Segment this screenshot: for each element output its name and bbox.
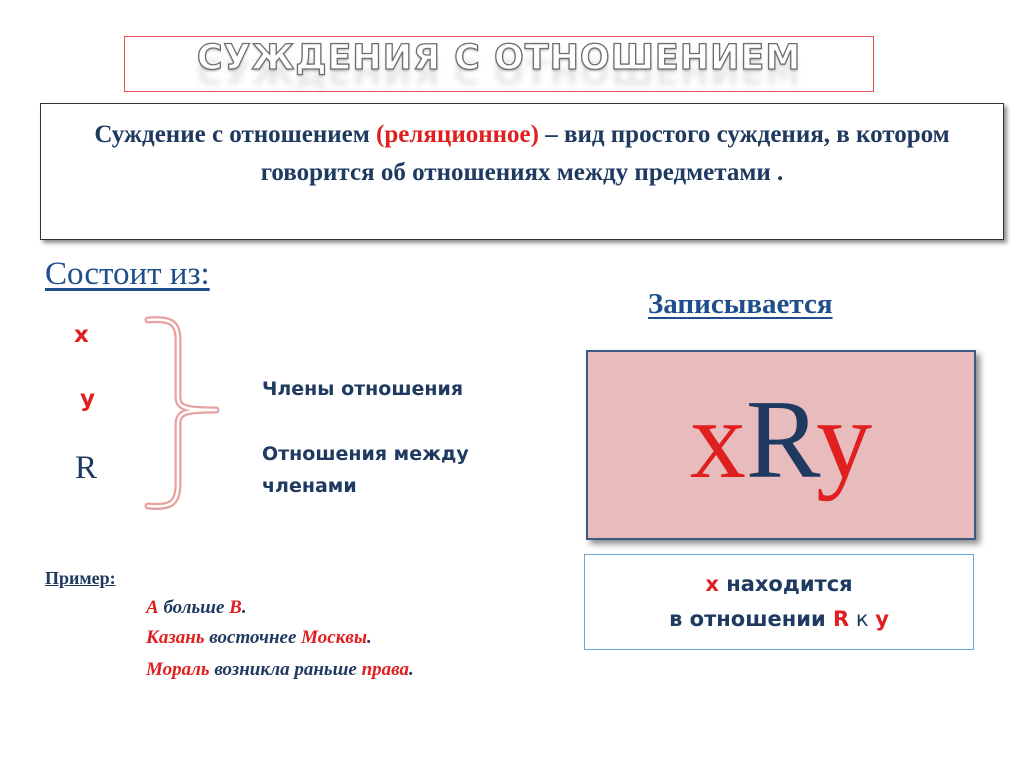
example-term-b: В (229, 597, 242, 618)
formula-y: y (816, 378, 873, 502)
example-line (146, 597, 247, 619)
label-relations: Отношения между членами (262, 443, 469, 497)
explanation-text (584, 567, 974, 637)
example-term-b: права (361, 659, 410, 680)
example-term-b: Москвы (301, 627, 368, 648)
definition-term: Суждение с отношением (94, 121, 377, 148)
explain-line1: находится (718, 572, 853, 596)
member-x: x (74, 322, 89, 348)
formula-R: R (745, 378, 817, 502)
explain-R: R (833, 607, 850, 631)
example-line (146, 627, 372, 649)
label-members: Члены отношения (262, 378, 464, 400)
definition-term-alt: (реляционное) (376, 121, 539, 148)
member-y: y (80, 386, 95, 412)
explain-y: y (875, 607, 889, 631)
example-end: . (409, 659, 414, 680)
explain-line2: в отношении (669, 607, 833, 631)
formula (586, 380, 976, 500)
example-relation: возникла раньше (209, 659, 362, 680)
consists-heading: Состоит из: (45, 256, 210, 292)
example-term-a: А (146, 597, 159, 618)
written-heading: Записывается (648, 288, 833, 320)
example-end: . (241, 597, 247, 618)
example-relation: восточнее (204, 627, 302, 648)
curly-brace-icon (140, 312, 220, 517)
example-term-a: Казань (146, 627, 205, 648)
definition-body: – вид простого суждения, в котором говорится об отношениях между предметами . (260, 121, 950, 186)
example-title: Пример: (45, 568, 116, 588)
explain-x: х (705, 572, 719, 596)
example-line (146, 659, 414, 681)
example-end: . (367, 627, 372, 648)
definition-text (60, 116, 984, 192)
formula-x: x (689, 378, 746, 502)
explain-k: к (849, 607, 876, 631)
relation-R: R (75, 450, 98, 486)
example-term-a: Мораль (146, 659, 210, 680)
slide-title: СУЖДЕНИЯ С ОТНОШЕНИЕМ (196, 38, 802, 78)
example-relation: больше (158, 597, 230, 618)
